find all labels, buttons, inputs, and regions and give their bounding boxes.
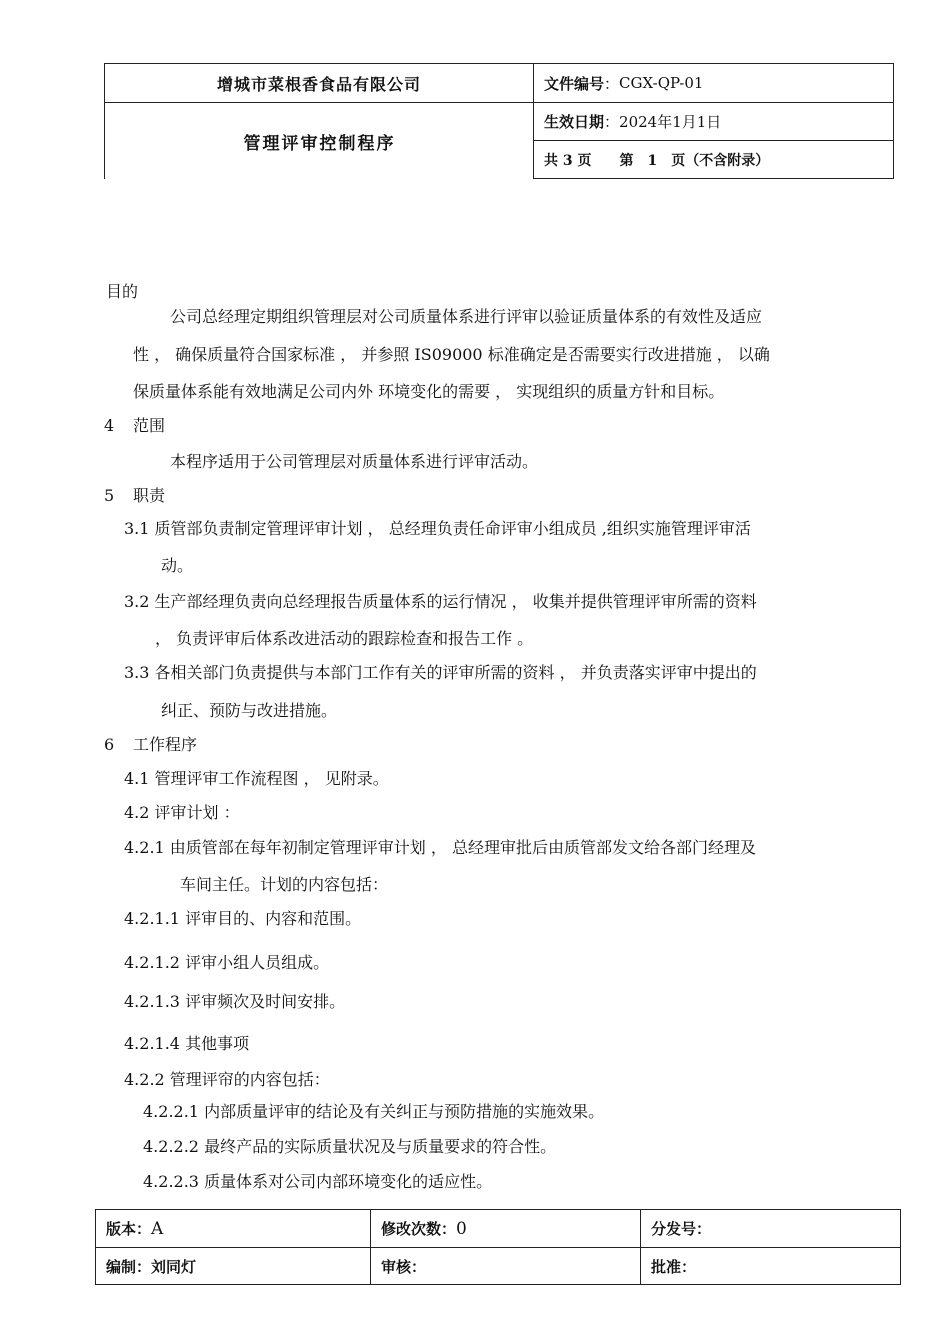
procedure-number: 6 [104,735,115,754]
scope-text: 本程序适用于公司管理层对质量体系进行评审活动。 [170,452,539,471]
proc-4-2-2-2: 4.2.2.2 最终产品的实际质量状况及与质量要求的符合性。 [143,1137,557,1156]
proc-4-2-1-1: 4.2.1.1 评审目的、内容和范围。 [124,909,362,928]
proc-4-2-2-3: 4.2.2.3 质量体系对公司内部环境变化的适应性。 [143,1172,493,1191]
doc-number-label: 文件编号 [544,74,605,93]
reviewer-cell [370,1247,641,1285]
effective-date-value: 2024年1月1日 [619,113,722,131]
document-header-table [104,63,894,179]
version-cell [95,1209,371,1248]
duty-3-2-line-2: ， 负责评审后体系改进活动的跟踪检查和报告工作 。 [155,629,534,648]
scope-heading: 范围 [133,416,166,435]
editor-label: 编制： [106,1257,152,1276]
proc-4-2-1-line-2: 车间主任。计划的内容包括： [180,875,389,894]
duty-heading: 职责 [133,486,166,505]
scope-number: 4 [104,416,115,435]
doc-number-value: CGX-QP-01 [619,74,704,92]
proc-4-2-2-1: 4.2.2.1 内部质量评审的结论及有关纠正与预防措施的实施效果。 [143,1102,605,1121]
revision-label: 修改次数： [381,1220,457,1238]
duty-3-2-line-1: 3.2 生产部经理负责向总经理报告质量体系的运行情况 ， 收集并提供管理评审所需的资料 [124,592,757,611]
version-value: A [151,1218,164,1239]
purpose-line-3: 保质量体系能有效地满足公司内外 环境变化的需要 ， 实现组织的质量方针和目标。 [133,382,725,401]
company-name: 增城市菜根香食品有限公司 [104,63,534,103]
proc-4-2-1-line-1: 4.2.1 由质管部在每年初制定管理评审计划 ， 总经理审批后由质管部发文给各部门经理及 [124,838,756,857]
duty-3-3-line-1: 3.3 各相关部门负责提供与本部门工作有关的评审所需的资料 ， 并负责落实评审中提出的 [124,663,757,682]
purpose-line-1: 公司总经理定期组织管理层对公司质量体系进行评审以验证质量体系的有效性及适应 [170,307,763,326]
document-footer-table [95,1209,901,1285]
document-title: 管理评审控制程序 [104,102,534,179]
proc-4-2-1-2: 4.2.1.2 评审小组人员组成。 [124,953,330,972]
revision-value: 0 [456,1218,467,1239]
approver-label: 批准： [651,1257,697,1276]
distribution-label: 分发号： [651,1220,712,1238]
procedure-heading: 工作程序 [133,735,198,754]
duty-3-3-line-2: 纠正、预防与改进措施。 [161,701,338,720]
proc-4-2-2: 4.2.2 管理评帘的内容包括： [124,1070,330,1089]
duty-3-1-line-1: 3.1 质管部负责制定管理评审计划 ， 总经理负责任命评审小组成员 ,组织实施管理评审活 [124,519,751,538]
proc-4-1: 4.1 管理评审工作流程图 ， 见附录。 [124,769,389,788]
editor-cell [95,1247,371,1285]
doc-number-cell: 文件编号 ： CGX-QP-01 [533,63,894,103]
distribution-cell [640,1209,901,1248]
page-count: 共 3 页 第 1 页（不含附录） [533,140,894,179]
purpose-heading: 目的 [106,282,139,301]
purpose-line-2: 性 ， 确保质量符合国家标准 ， 并参照 IS09000 标准确定是否需要实行改进措施 ， 以确 [133,345,770,364]
effective-date-cell: 生效日期 ： 2024年1月1日 [533,102,894,141]
editor-value: 刘同灯 [151,1257,197,1276]
proc-4-2-1-3: 4.2.1.3 评审频次及时间安排。 [124,992,346,1011]
duty-number: 5 [104,486,115,505]
duty-3-1-line-2: 动。 [161,556,194,575]
version-label: 版本： [106,1220,152,1238]
approver-cell [640,1247,901,1285]
reviewer-label: 审核： [381,1257,427,1276]
revision-cell [370,1209,641,1248]
effective-date-label: 生效日期 [544,113,605,131]
proc-4-2: 4.2 评审计划 ： [124,803,240,822]
proc-4-2-1-4: 4.2.1.4 其他事项 [124,1034,250,1053]
